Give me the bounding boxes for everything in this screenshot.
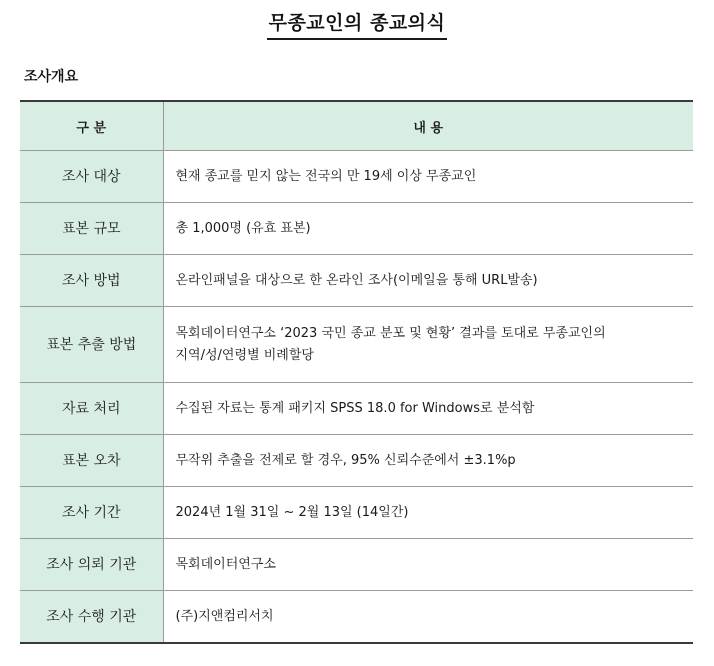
row-value-period: 2024년 1월 31일 ~ 2월 13일 (14일간) bbox=[163, 487, 693, 539]
row-value-sampling-line2: 지역/성/연령별 비례할당 bbox=[175, 347, 314, 363]
table-row bbox=[20, 203, 693, 255]
row-value-client: 목회데이터연구소 bbox=[163, 539, 693, 591]
table-row bbox=[20, 591, 693, 644]
header-item: 구 분 bbox=[20, 101, 163, 151]
row-value-agency: (주)지앤컴리서치 bbox=[175, 608, 274, 624]
row-label-sample-size: 표본 규모 bbox=[20, 203, 163, 255]
row-value-method: 온라인패널을 대상으로 한 온라인 조사(이메일을 통해 URL발송) bbox=[163, 255, 693, 307]
row-label-processing: 자료 처리 bbox=[20, 383, 163, 435]
table-row bbox=[20, 487, 693, 539]
document-title bbox=[0, 8, 714, 40]
section-heading: 조사개요 bbox=[24, 69, 79, 85]
table-row bbox=[20, 383, 693, 435]
row-label-sampling: 표본 추출 방법 bbox=[20, 307, 163, 383]
row-label-error: 표본 오차 bbox=[20, 435, 163, 487]
table-row bbox=[20, 539, 693, 591]
survey-overview-table bbox=[20, 100, 693, 644]
row-value-sample-size: 총 1,000명 (유효 표본) bbox=[163, 203, 693, 255]
row-value-sampling bbox=[163, 307, 693, 383]
document-title-text: 무종교인의 종교의식 bbox=[267, 8, 448, 40]
row-label-target: 조사 대상 bbox=[20, 151, 163, 203]
table-row bbox=[20, 151, 693, 203]
table-header-row bbox=[20, 101, 693, 151]
row-label-agency: 조사 수행 기관 bbox=[20, 591, 163, 644]
row-value-sampling-line1: 목회데이터연구소 ‘2023 국민 종교 분포 및 현황’ 결과를 토대로 무종교인의 bbox=[175, 325, 606, 341]
row-label-client: 조사 의뢰 기관 bbox=[20, 539, 163, 591]
row-label-method: 조사 방법 bbox=[20, 255, 163, 307]
row-label-period: 조사 기간 bbox=[20, 487, 163, 539]
row-value-error: 무작위 추출을 전제로 할 경우, 95% 신뢰수준에서 ±3.1%p bbox=[163, 435, 693, 487]
row-value-target: 현재 종교를 믿지 않는 전국의 만 19세 이상 무종교인 bbox=[163, 151, 693, 203]
table-row bbox=[20, 435, 693, 487]
header-content: 내 용 bbox=[163, 101, 693, 151]
table-row bbox=[20, 255, 693, 307]
table-row bbox=[20, 307, 693, 383]
row-value-processing: 수집된 자료는 통계 패키지 SPSS 18.0 for Windows로 분석함 bbox=[163, 383, 693, 435]
